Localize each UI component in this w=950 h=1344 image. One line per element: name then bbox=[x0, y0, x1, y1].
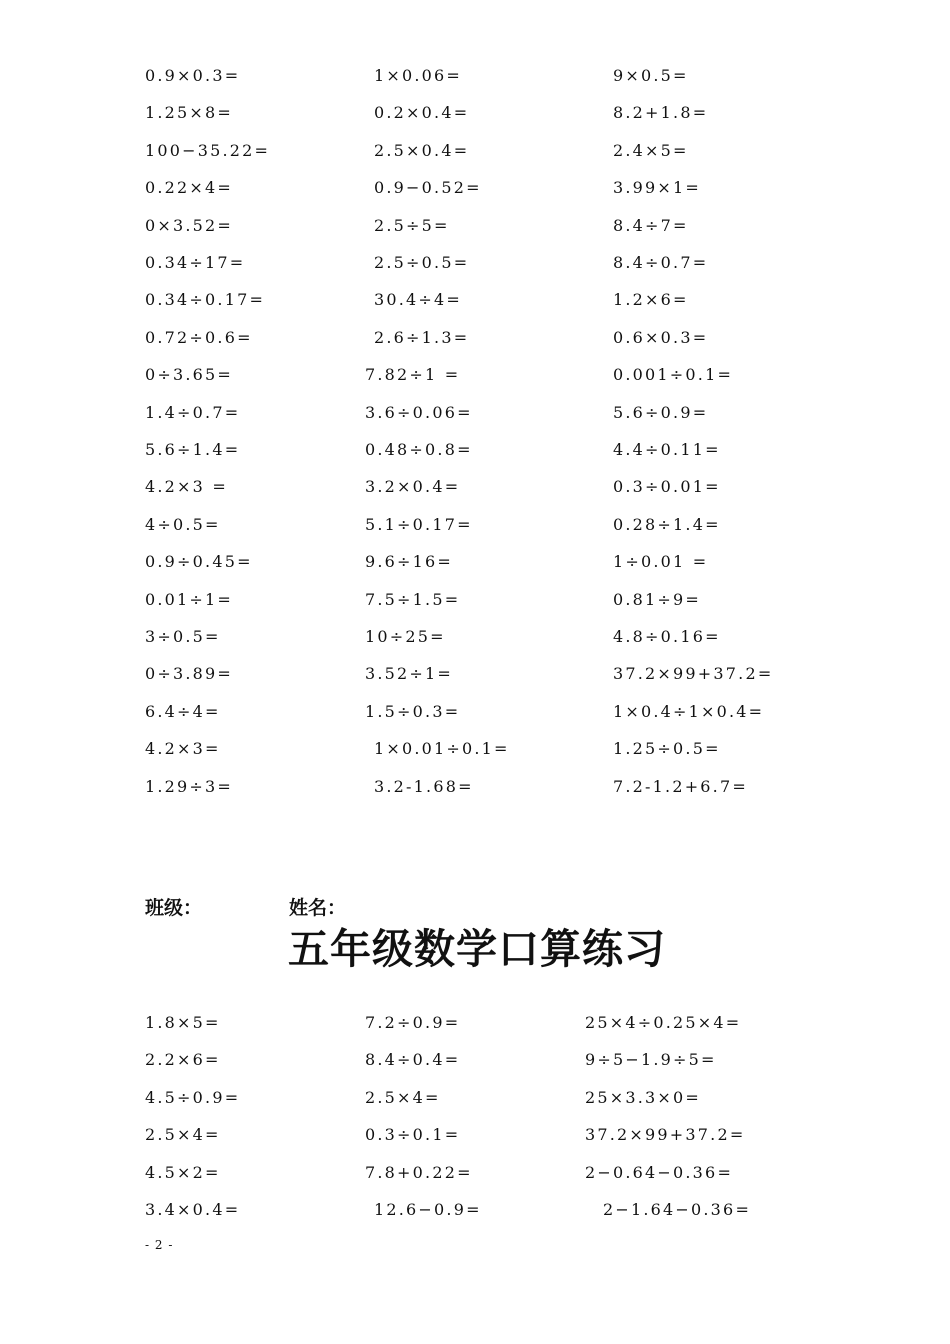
top-problem-row bbox=[0, 627, 950, 657]
arithmetic-problem: 0.81÷9= bbox=[613, 589, 702, 609]
arithmetic-problem: 1.25×8= bbox=[145, 103, 234, 123]
arithmetic-problem: 7.2-1.2+6.7= bbox=[613, 776, 748, 796]
top-problem-row bbox=[0, 739, 950, 769]
bottom-problem-row bbox=[0, 1013, 950, 1043]
arithmetic-problem: 4.4÷0.11= bbox=[613, 440, 721, 459]
bottom-problem-row bbox=[0, 1163, 950, 1193]
arithmetic-problem: 6.4÷4= bbox=[145, 701, 221, 721]
bottom-problem-row bbox=[0, 1125, 950, 1155]
top-problem-row bbox=[0, 290, 950, 320]
arithmetic-problem: 3÷0.5= bbox=[145, 627, 221, 646]
arithmetic-problem: 0.001÷0.1= bbox=[613, 365, 734, 385]
arithmetic-problem: 8.2+1.8= bbox=[613, 103, 709, 123]
page-number: - 2 - bbox=[145, 1238, 174, 1252]
arithmetic-problem: 1×0.01÷0.1= bbox=[374, 739, 510, 759]
arithmetic-problem: 0.2×0.4= bbox=[374, 103, 470, 123]
arithmetic-problem: 100−35.22= bbox=[145, 140, 271, 160]
bottom-problem-row bbox=[0, 1088, 950, 1118]
arithmetic-problem: 2.5×4= bbox=[145, 1125, 221, 1145]
arithmetic-problem: 3.52÷1= bbox=[365, 664, 454, 684]
arithmetic-problem: 0×3.52= bbox=[145, 215, 234, 235]
arithmetic-problem: 3.2×0.4= bbox=[365, 477, 461, 497]
arithmetic-problem: 1.29÷3= bbox=[145, 776, 234, 796]
arithmetic-problem: 4÷0.5= bbox=[145, 514, 221, 534]
arithmetic-problem: 0.9÷0.45= bbox=[145, 552, 253, 572]
arithmetic-problem: 1.5÷0.3= bbox=[365, 701, 461, 721]
arithmetic-problem: 2.5÷5= bbox=[374, 215, 450, 235]
arithmetic-problem: 2−1.64−0.36= bbox=[603, 1200, 752, 1219]
arithmetic-problem: 0.01÷1= bbox=[145, 589, 234, 609]
top-problem-row bbox=[0, 440, 950, 470]
arithmetic-problem: 8.4÷7= bbox=[613, 215, 689, 235]
top-problem-row bbox=[0, 477, 950, 507]
arithmetic-problem: 7.82÷1 = bbox=[365, 365, 461, 385]
arithmetic-problem: 5.6÷1.4= bbox=[145, 440, 241, 459]
arithmetic-problem: 3.99×1= bbox=[613, 178, 702, 198]
arithmetic-problem: 2−0.64−0.36= bbox=[585, 1162, 734, 1182]
top-problem-row bbox=[0, 702, 950, 732]
arithmetic-problem: 0.3÷0.01= bbox=[613, 477, 721, 497]
arithmetic-problem: 1.8×5= bbox=[145, 1013, 221, 1032]
arithmetic-problem: 1÷0.01 = bbox=[613, 552, 709, 572]
arithmetic-problem: 37.2×99+37.2= bbox=[585, 1125, 746, 1145]
arithmetic-problem: 2.2×6= bbox=[145, 1050, 221, 1070]
top-problem-row bbox=[0, 777, 950, 807]
bottom-problem-row bbox=[0, 1050, 950, 1080]
arithmetic-problem: 37.2×99+37.2= bbox=[613, 664, 774, 684]
arithmetic-problem: 30.4÷4= bbox=[374, 290, 463, 310]
bottom-problem-row bbox=[0, 1200, 950, 1230]
top-problem-row bbox=[0, 103, 950, 133]
top-problem-row bbox=[0, 253, 950, 283]
arithmetic-problem: 12.6−0.9= bbox=[374, 1200, 482, 1219]
arithmetic-problem: 7.5÷1.5= bbox=[365, 589, 461, 609]
arithmetic-problem: 8.4÷0.7= bbox=[613, 253, 709, 272]
top-problem-row bbox=[0, 590, 950, 620]
arithmetic-problem: 5.1÷0.17= bbox=[365, 514, 473, 534]
arithmetic-problem: 2.5×4= bbox=[365, 1087, 441, 1107]
arithmetic-problem: 4.5×2= bbox=[145, 1162, 221, 1182]
top-problem-row bbox=[0, 552, 950, 582]
top-problem-row bbox=[0, 365, 950, 395]
arithmetic-problem: 0.9×0.3= bbox=[145, 66, 241, 85]
arithmetic-problem: 1×0.4÷1×0.4= bbox=[613, 701, 765, 721]
arithmetic-problem: 3.2-1.68= bbox=[374, 776, 474, 796]
arithmetic-problem: 4.5÷0.9= bbox=[145, 1087, 241, 1107]
arithmetic-problem: 7.8+0.22= bbox=[365, 1162, 473, 1182]
arithmetic-problem: 3.4×0.4= bbox=[145, 1200, 241, 1219]
arithmetic-problem: 2.5÷0.5= bbox=[374, 253, 470, 272]
arithmetic-problem: 1.25÷0.5= bbox=[613, 739, 721, 759]
arithmetic-problem: 1×0.06= bbox=[374, 66, 463, 85]
arithmetic-problem: 0÷3.89= bbox=[145, 664, 234, 684]
arithmetic-problem: 1.4÷0.7= bbox=[145, 402, 241, 422]
arithmetic-problem: 25×4÷0.25×4= bbox=[585, 1013, 742, 1032]
arithmetic-problem: 0.72÷0.6= bbox=[145, 327, 253, 347]
arithmetic-problem: 0÷3.65= bbox=[145, 365, 234, 385]
worksheet-title: 五年级数学口算练习 bbox=[288, 925, 666, 973]
arithmetic-problem: 9×0.5= bbox=[613, 66, 689, 85]
arithmetic-problem: 0.48÷0.8= bbox=[365, 440, 473, 459]
top-problem-row bbox=[0, 178, 950, 208]
arithmetic-problem: 3.6÷0.06= bbox=[365, 402, 473, 422]
top-problem-row bbox=[0, 328, 950, 358]
name-label: 姓名： bbox=[289, 897, 347, 919]
arithmetic-problem: 0.22×4= bbox=[145, 178, 234, 198]
class-label: 班级： bbox=[145, 897, 203, 919]
top-problem-row bbox=[0, 66, 950, 96]
arithmetic-problem: 25×3.3×0= bbox=[585, 1087, 702, 1107]
arithmetic-problem: 4.2×3 = bbox=[145, 477, 228, 497]
arithmetic-problem: 2.5×0.4= bbox=[374, 140, 470, 160]
arithmetic-problem: 2.4×5= bbox=[613, 140, 689, 160]
arithmetic-problem: 0.3÷0.1= bbox=[365, 1125, 461, 1145]
arithmetic-problem: 1.2×6= bbox=[613, 290, 689, 310]
arithmetic-problem: 4.2×3= bbox=[145, 739, 221, 759]
arithmetic-problem: 10÷25= bbox=[365, 627, 446, 646]
arithmetic-problem: 0.9−0.52= bbox=[374, 178, 482, 198]
arithmetic-problem: 2.6÷1.3= bbox=[374, 327, 470, 347]
arithmetic-problem: 0.28÷1.4= bbox=[613, 514, 721, 534]
arithmetic-problem: 8.4÷0.4= bbox=[365, 1050, 461, 1070]
arithmetic-problem: 9÷5−1.9÷5= bbox=[585, 1050, 717, 1070]
top-problem-row bbox=[0, 216, 950, 246]
arithmetic-problem: 0.6×0.3= bbox=[613, 327, 709, 347]
arithmetic-problem: 0.34÷0.17= bbox=[145, 290, 266, 310]
arithmetic-problem: 9.6÷16= bbox=[365, 552, 454, 572]
top-problem-row bbox=[0, 515, 950, 545]
arithmetic-problem: 0.34÷17= bbox=[145, 253, 246, 272]
top-problem-row bbox=[0, 141, 950, 171]
arithmetic-problem: 5.6÷0.9= bbox=[613, 402, 709, 422]
arithmetic-problem: 7.2÷0.9= bbox=[365, 1013, 461, 1032]
top-problem-row bbox=[0, 664, 950, 694]
arithmetic-problem: 4.8÷0.16= bbox=[613, 627, 721, 646]
top-problem-row bbox=[0, 403, 950, 433]
